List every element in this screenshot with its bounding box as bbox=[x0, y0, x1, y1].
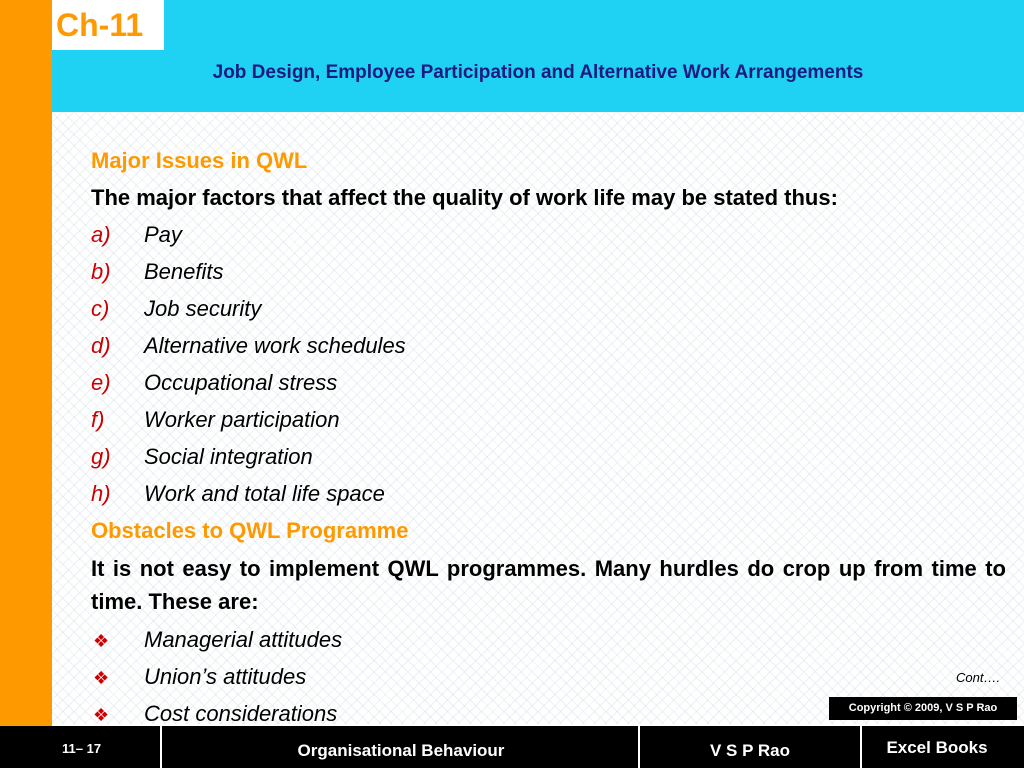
list-item-text: Alternative work schedules bbox=[144, 333, 406, 358]
slide-title: Job Design, Employee Participation and Alternative Work Arrangements bbox=[212, 62, 864, 83]
bullet-item-text: Union’s attitudes bbox=[144, 664, 307, 689]
footer-author: V S P Rao bbox=[710, 741, 790, 760]
footer-subject: Organisational Behaviour bbox=[297, 741, 505, 760]
list-marker: a) bbox=[91, 222, 111, 247]
list-marker: e) bbox=[91, 370, 111, 395]
bullet-item-text: Managerial attitudes bbox=[144, 627, 343, 652]
list-item-text: Pay bbox=[144, 222, 182, 247]
bullet-item bbox=[91, 658, 1006, 695]
continued-note: Cont…. bbox=[956, 670, 1001, 685]
list-item-text: Occupational stress bbox=[144, 370, 338, 395]
list-item-text: Job security bbox=[144, 296, 262, 321]
list-marker: h) bbox=[91, 481, 111, 506]
list-item bbox=[91, 253, 1006, 290]
footer-bar bbox=[0, 726, 1024, 768]
section-intro-obstacles: It is not easy to implement QWL programmes. Many hurdles do crop up from time to time. These are: bbox=[91, 556, 1006, 614]
list-item-text: Worker participation bbox=[144, 407, 340, 432]
list-marker: c) bbox=[91, 296, 110, 321]
list-marker: g) bbox=[91, 444, 111, 469]
diamond-bullet-icon: ❖ bbox=[93, 705, 110, 725]
slide-content bbox=[91, 142, 1006, 732]
section-heading-major-issues: Major Issues in QWL bbox=[91, 148, 308, 173]
left-accent-bar bbox=[0, 0, 52, 726]
footer-publisher: Excel Books bbox=[886, 738, 988, 757]
list-marker: f) bbox=[91, 407, 105, 432]
footer-divider bbox=[638, 726, 640, 768]
diamond-bullet-icon: ❖ bbox=[93, 668, 110, 688]
list-item bbox=[91, 290, 1006, 327]
list-item bbox=[91, 401, 1006, 438]
copyright-notice: Copyright © 2009, V S P Rao bbox=[829, 697, 1017, 720]
list-item-text: Benefits bbox=[144, 259, 224, 284]
chapter-label: Ch-11 bbox=[52, 0, 164, 50]
section-heading-obstacles: Obstacles to QWL Programme bbox=[91, 518, 409, 543]
page-number: 11– 17 bbox=[62, 741, 102, 756]
list-marker: b) bbox=[91, 259, 111, 284]
list-item-text: Social integration bbox=[144, 444, 313, 469]
section-intro-factors: The major factors that affect the quality of work life may be stated thus: bbox=[91, 185, 838, 210]
list-item bbox=[91, 475, 1006, 512]
diamond-bullet-icon: ❖ bbox=[93, 631, 110, 651]
header-band bbox=[52, 0, 1024, 112]
bullet-item-text: Cost considerations bbox=[144, 701, 338, 726]
footer-divider bbox=[860, 726, 862, 768]
footer-divider bbox=[160, 726, 162, 768]
list-item bbox=[91, 364, 1006, 401]
list-item bbox=[91, 216, 1006, 253]
bullet-item bbox=[91, 621, 1006, 658]
list-item bbox=[91, 327, 1006, 364]
list-item bbox=[91, 438, 1006, 475]
list-marker: d) bbox=[91, 333, 111, 358]
list-item-text: Work and total life space bbox=[144, 481, 385, 506]
